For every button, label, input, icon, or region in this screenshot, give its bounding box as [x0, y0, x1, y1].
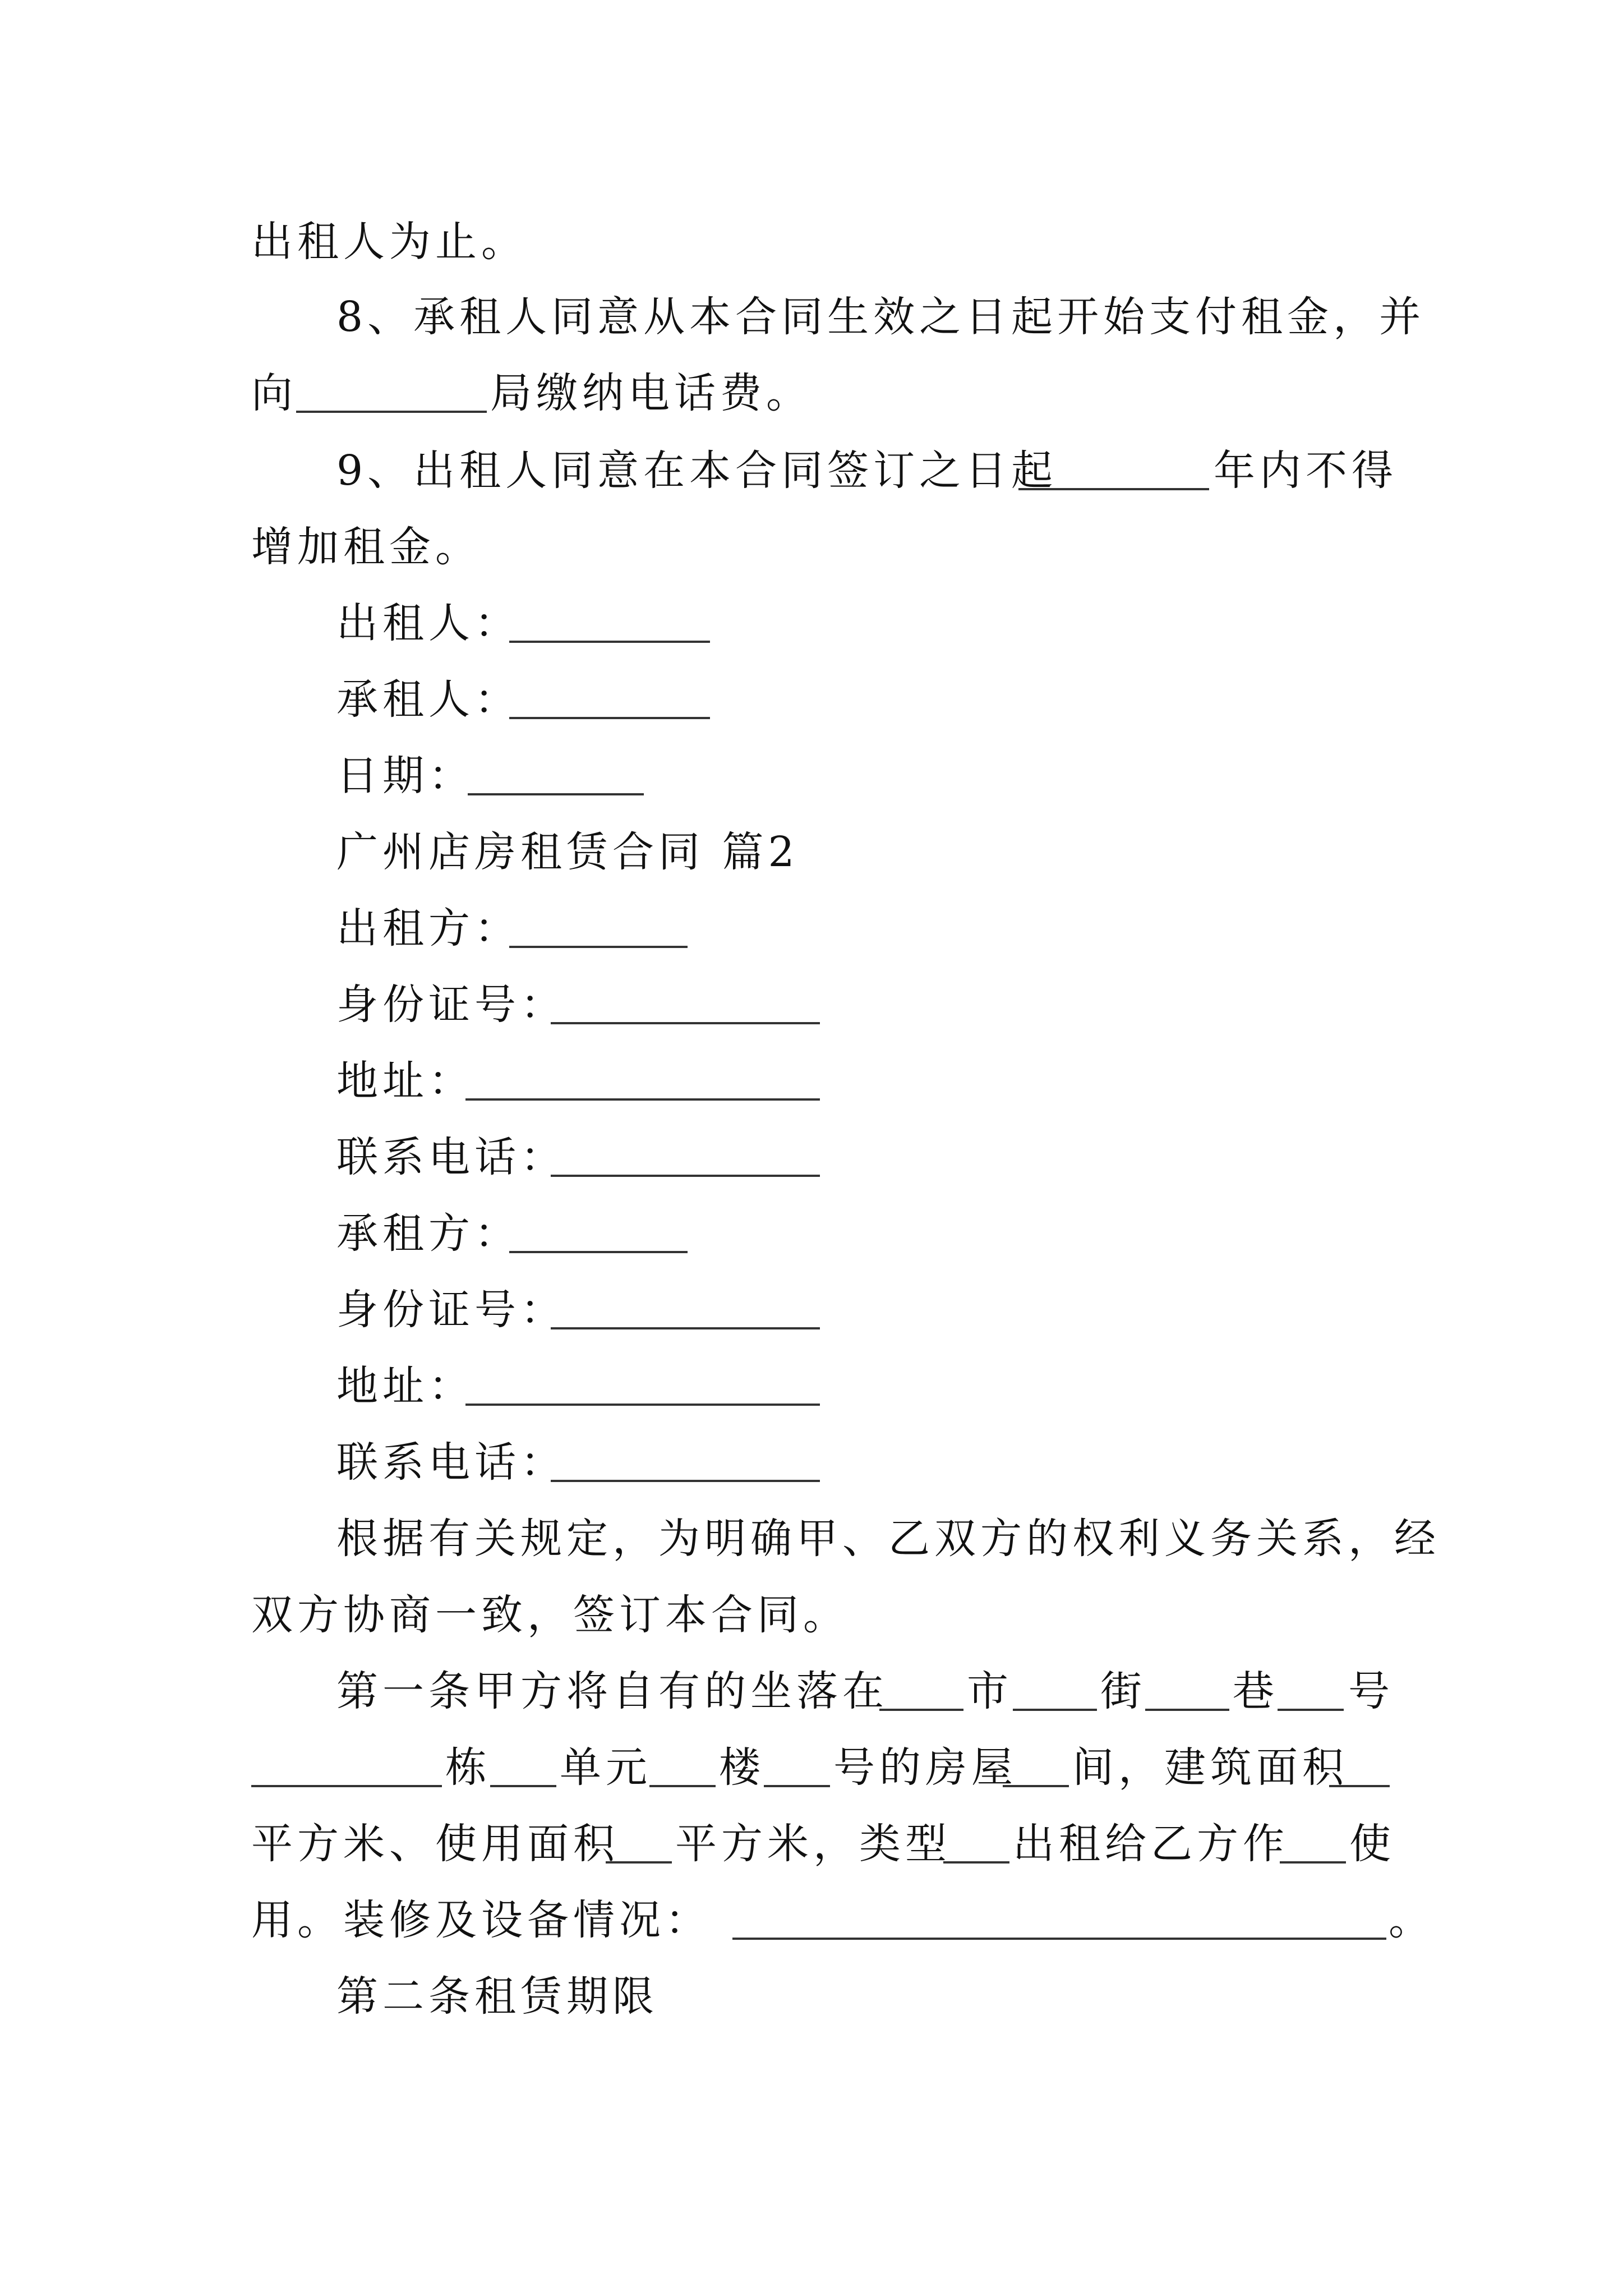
text-line: [0, 1813, 1623, 1875]
party-field: [0, 974, 1623, 1036]
signature-line: [0, 669, 1623, 730]
paragraph-text: 楼: [719, 1743, 765, 1792]
party-field: [0, 1203, 1623, 1264]
paragraph-text: 间，建筑面积: [1072, 1743, 1348, 1792]
contract-title: 广州店房租赁合同 篇2: [336, 828, 799, 876]
fill-blank: [509, 680, 710, 719]
fill-blank: [764, 1748, 830, 1787]
paragraph-text: 局缴纳电话费。: [490, 369, 812, 417]
fill-blank: [1329, 1748, 1390, 1787]
paragraph-text: 双方协商一致，签订本合同。: [251, 1591, 849, 1639]
section-heading: [0, 1966, 1623, 2027]
field-label: 联系电话：: [336, 1438, 566, 1487]
paragraph-text: 平方米、使用面积: [251, 1820, 619, 1868]
paragraph-text: 9、出租人同意在本合同签订之日起: [336, 447, 1058, 495]
paragraph-text: 市: [967, 1667, 1013, 1715]
paragraph-text: 向: [251, 369, 297, 417]
fill-blank: [1145, 1672, 1229, 1711]
fill-blank: [509, 909, 688, 948]
party-field: [0, 1279, 1623, 1341]
party-field: [0, 898, 1623, 959]
paragraph-text: 8、承租人同意从本合同生效之日起开始支付租金，并: [336, 293, 1426, 341]
party-field: [0, 1432, 1623, 1493]
paragraph-text: 号: [1348, 1667, 1394, 1715]
fill-blank: [1018, 451, 1209, 490]
fill-blank: [465, 1366, 820, 1406]
text-line: [0, 516, 1623, 578]
field-label: 承租人：: [336, 675, 520, 724]
text-line: [0, 211, 1623, 273]
field-label: 身份证号：: [336, 981, 566, 1029]
field-label: 身份证号：: [336, 1286, 566, 1334]
fill-blank: [509, 1214, 688, 1253]
text-line: [0, 362, 1623, 424]
fill-blank: [943, 1824, 1009, 1864]
signature-line: [0, 745, 1623, 807]
field-label: 日期：: [336, 752, 474, 800]
paragraph-text: 增加租金。: [251, 523, 481, 571]
text-line: [0, 1889, 1623, 1951]
paragraph-text: 根据有关规定，为明确甲、乙双方的权利义务关系，经: [336, 1515, 1440, 1563]
text-line: [0, 1508, 1623, 1570]
fill-blank: [551, 985, 820, 1024]
fill-blank: [465, 1061, 820, 1101]
fill-blank: [296, 374, 487, 413]
fill-blank: [606, 1824, 672, 1864]
fill-blank: [649, 1748, 716, 1787]
section-heading: [0, 821, 1623, 883]
field-label: 承租方：: [336, 1209, 520, 1258]
text-line: [0, 1584, 1623, 1646]
paragraph-text: 出租人为止。: [251, 218, 527, 266]
fill-blank: [490, 1748, 556, 1787]
field-label: 联系电话：: [336, 1133, 566, 1181]
field-label: 地址：: [336, 1362, 474, 1410]
paragraph-text: 使: [1349, 1820, 1395, 1868]
article-heading: 第二条租赁期限: [336, 1972, 658, 2021]
paragraph-text: 平方米，类型: [675, 1820, 951, 1868]
paragraph-text: 巷: [1233, 1667, 1279, 1715]
fill-blank: [551, 1138, 820, 1177]
fill-blank: [551, 1443, 820, 1482]
text-line: [0, 440, 1623, 501]
fill-blank: [1280, 1824, 1346, 1864]
field-label: 出租方：: [336, 904, 520, 953]
paragraph-text: 。: [1389, 1896, 1435, 1944]
field-label: 地址：: [336, 1057, 474, 1105]
paragraph-text: 号的房屋: [833, 1743, 1017, 1792]
fill-blank: [551, 1290, 820, 1329]
text-line: [0, 286, 1623, 348]
paragraph-text: 单元: [560, 1743, 652, 1792]
fill-blank: [509, 604, 710, 643]
fill-blank: [879, 1672, 963, 1711]
paragraph-text: 用。装修及设备情况：: [251, 1896, 711, 1944]
fill-blank: [732, 1901, 1386, 1940]
fill-blank: [1013, 1672, 1097, 1711]
paragraph-text: 栋: [445, 1743, 491, 1792]
text-line: [0, 1660, 1623, 1722]
signature-line: [0, 592, 1623, 654]
party-field: [0, 1355, 1623, 1417]
fill-blank: [1278, 1672, 1344, 1711]
party-field: [0, 1126, 1623, 1188]
fill-blank: [251, 1748, 442, 1787]
paragraph-text: 街: [1100, 1667, 1146, 1715]
party-field: [0, 1050, 1623, 1112]
fill-blank: [468, 756, 644, 795]
fill-blank: [1003, 1748, 1069, 1787]
paragraph-text: 年内不得: [1214, 447, 1398, 495]
field-label: 出租人：: [336, 599, 520, 647]
paragraph-text: 出租给乙方作: [1013, 1820, 1289, 1868]
text-line: [0, 1737, 1623, 1798]
paragraph-text: 第一条甲方将自有的坐落在: [336, 1667, 888, 1715]
